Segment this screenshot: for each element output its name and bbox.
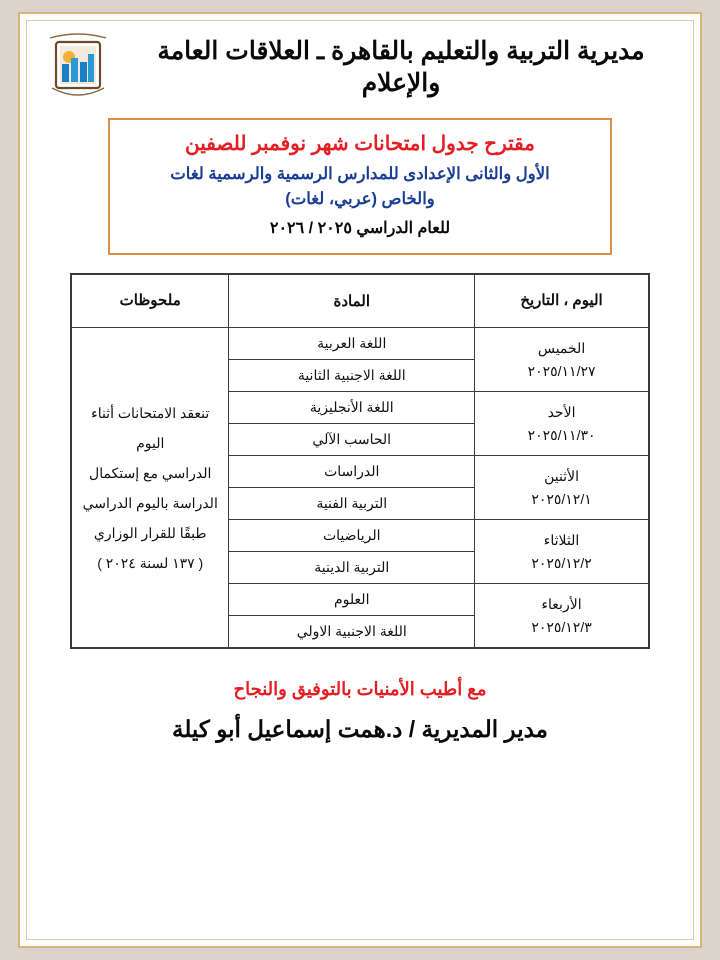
table-header-row [71,274,649,328]
table-row [71,328,649,360]
title-line-3: والخاص (عربي، لغات) [285,189,435,208]
title-line-1: مقترح جدول امتحانات شهر نوفمبر للصفين [185,133,535,155]
title-line-2: الأول والثانى الإعدادى للمدارس الرسمية والرسمية لغات [170,165,550,183]
day-name: الأثنين [544,468,579,485]
cell-day-2 [475,392,649,456]
notes-line-1: تنعقد الامتحانات أثناء اليوم [91,404,210,451]
cell-day-5 [475,584,649,649]
document-header [20,14,700,112]
day-date: ٢٠٢٥/١١/٢٧ [527,362,596,379]
day-name: الثلاثاء [543,532,580,549]
cell-subject: اللغة الاجنبية الثانية [229,360,475,392]
title-line-4: للعام الدراسي ٢٠٢٥ / ٢٠٢٦ [269,219,451,237]
day-name: الخميس [537,340,586,357]
cell-subject: اللغة الاجنبية الاولي [229,616,475,649]
document-footer [20,679,700,743]
header-notes: ملحوظات [71,274,229,328]
cell-subject: الدراسات [229,456,475,488]
schedule-table-container [70,273,650,649]
directorate-logo-icon [42,28,114,106]
cell-day-3 [475,456,649,520]
cell-day-4 [475,520,649,584]
cell-subject: التربية الدينية [229,552,475,584]
day-date: ٢٠٢٥/١٢/٢ [531,554,592,571]
cell-notes [71,328,229,649]
cell-day-1 [475,328,649,392]
exam-schedule-table [70,273,650,649]
day-date: ٢٠٢٥/١٢/٣ [531,618,592,635]
day-name: الأحد [547,404,576,421]
notes-line-3: الدراسة باليوم الدراسي [82,494,218,511]
header-date: اليوم ، التاريخ [475,274,649,328]
document-page [18,12,702,948]
cell-subject: التربية الفنية [229,488,475,520]
cell-subject: الحاسب الآلي [229,424,475,456]
notes-line-4: طبقًا للقرار الوزاري [93,524,207,541]
cell-subject: العلوم [229,584,475,616]
notes-line-5: ( ١٣٧ لسنة ٢٠٢٤ ) [97,555,204,572]
exam-title-box [108,118,612,255]
cell-subject: الرياضيات [229,520,475,552]
signature-text: مدير المديرية / د.همت إسماعيل أبو كيلة [171,716,548,743]
wishes-text: مع أطيب الأمنيات بالتوفيق والنجاح [233,679,487,700]
day-date: ٢٠٢٥/١١/٣٠ [527,426,596,443]
notes-line-2: الدراسي مع إستكمال [89,464,212,481]
cell-subject: اللغة الأنجليزية [229,392,475,424]
page-title: مديرية التربية والتعليم بالقاهرة ـ العلاقات العامة والإعلام [157,36,645,97]
header-subject: المادة [229,274,475,328]
day-name: الأربعاء [541,596,582,613]
cell-subject: اللغة العربية [229,328,475,360]
day-date: ٢٠٢٥/١٢/١ [531,490,592,507]
